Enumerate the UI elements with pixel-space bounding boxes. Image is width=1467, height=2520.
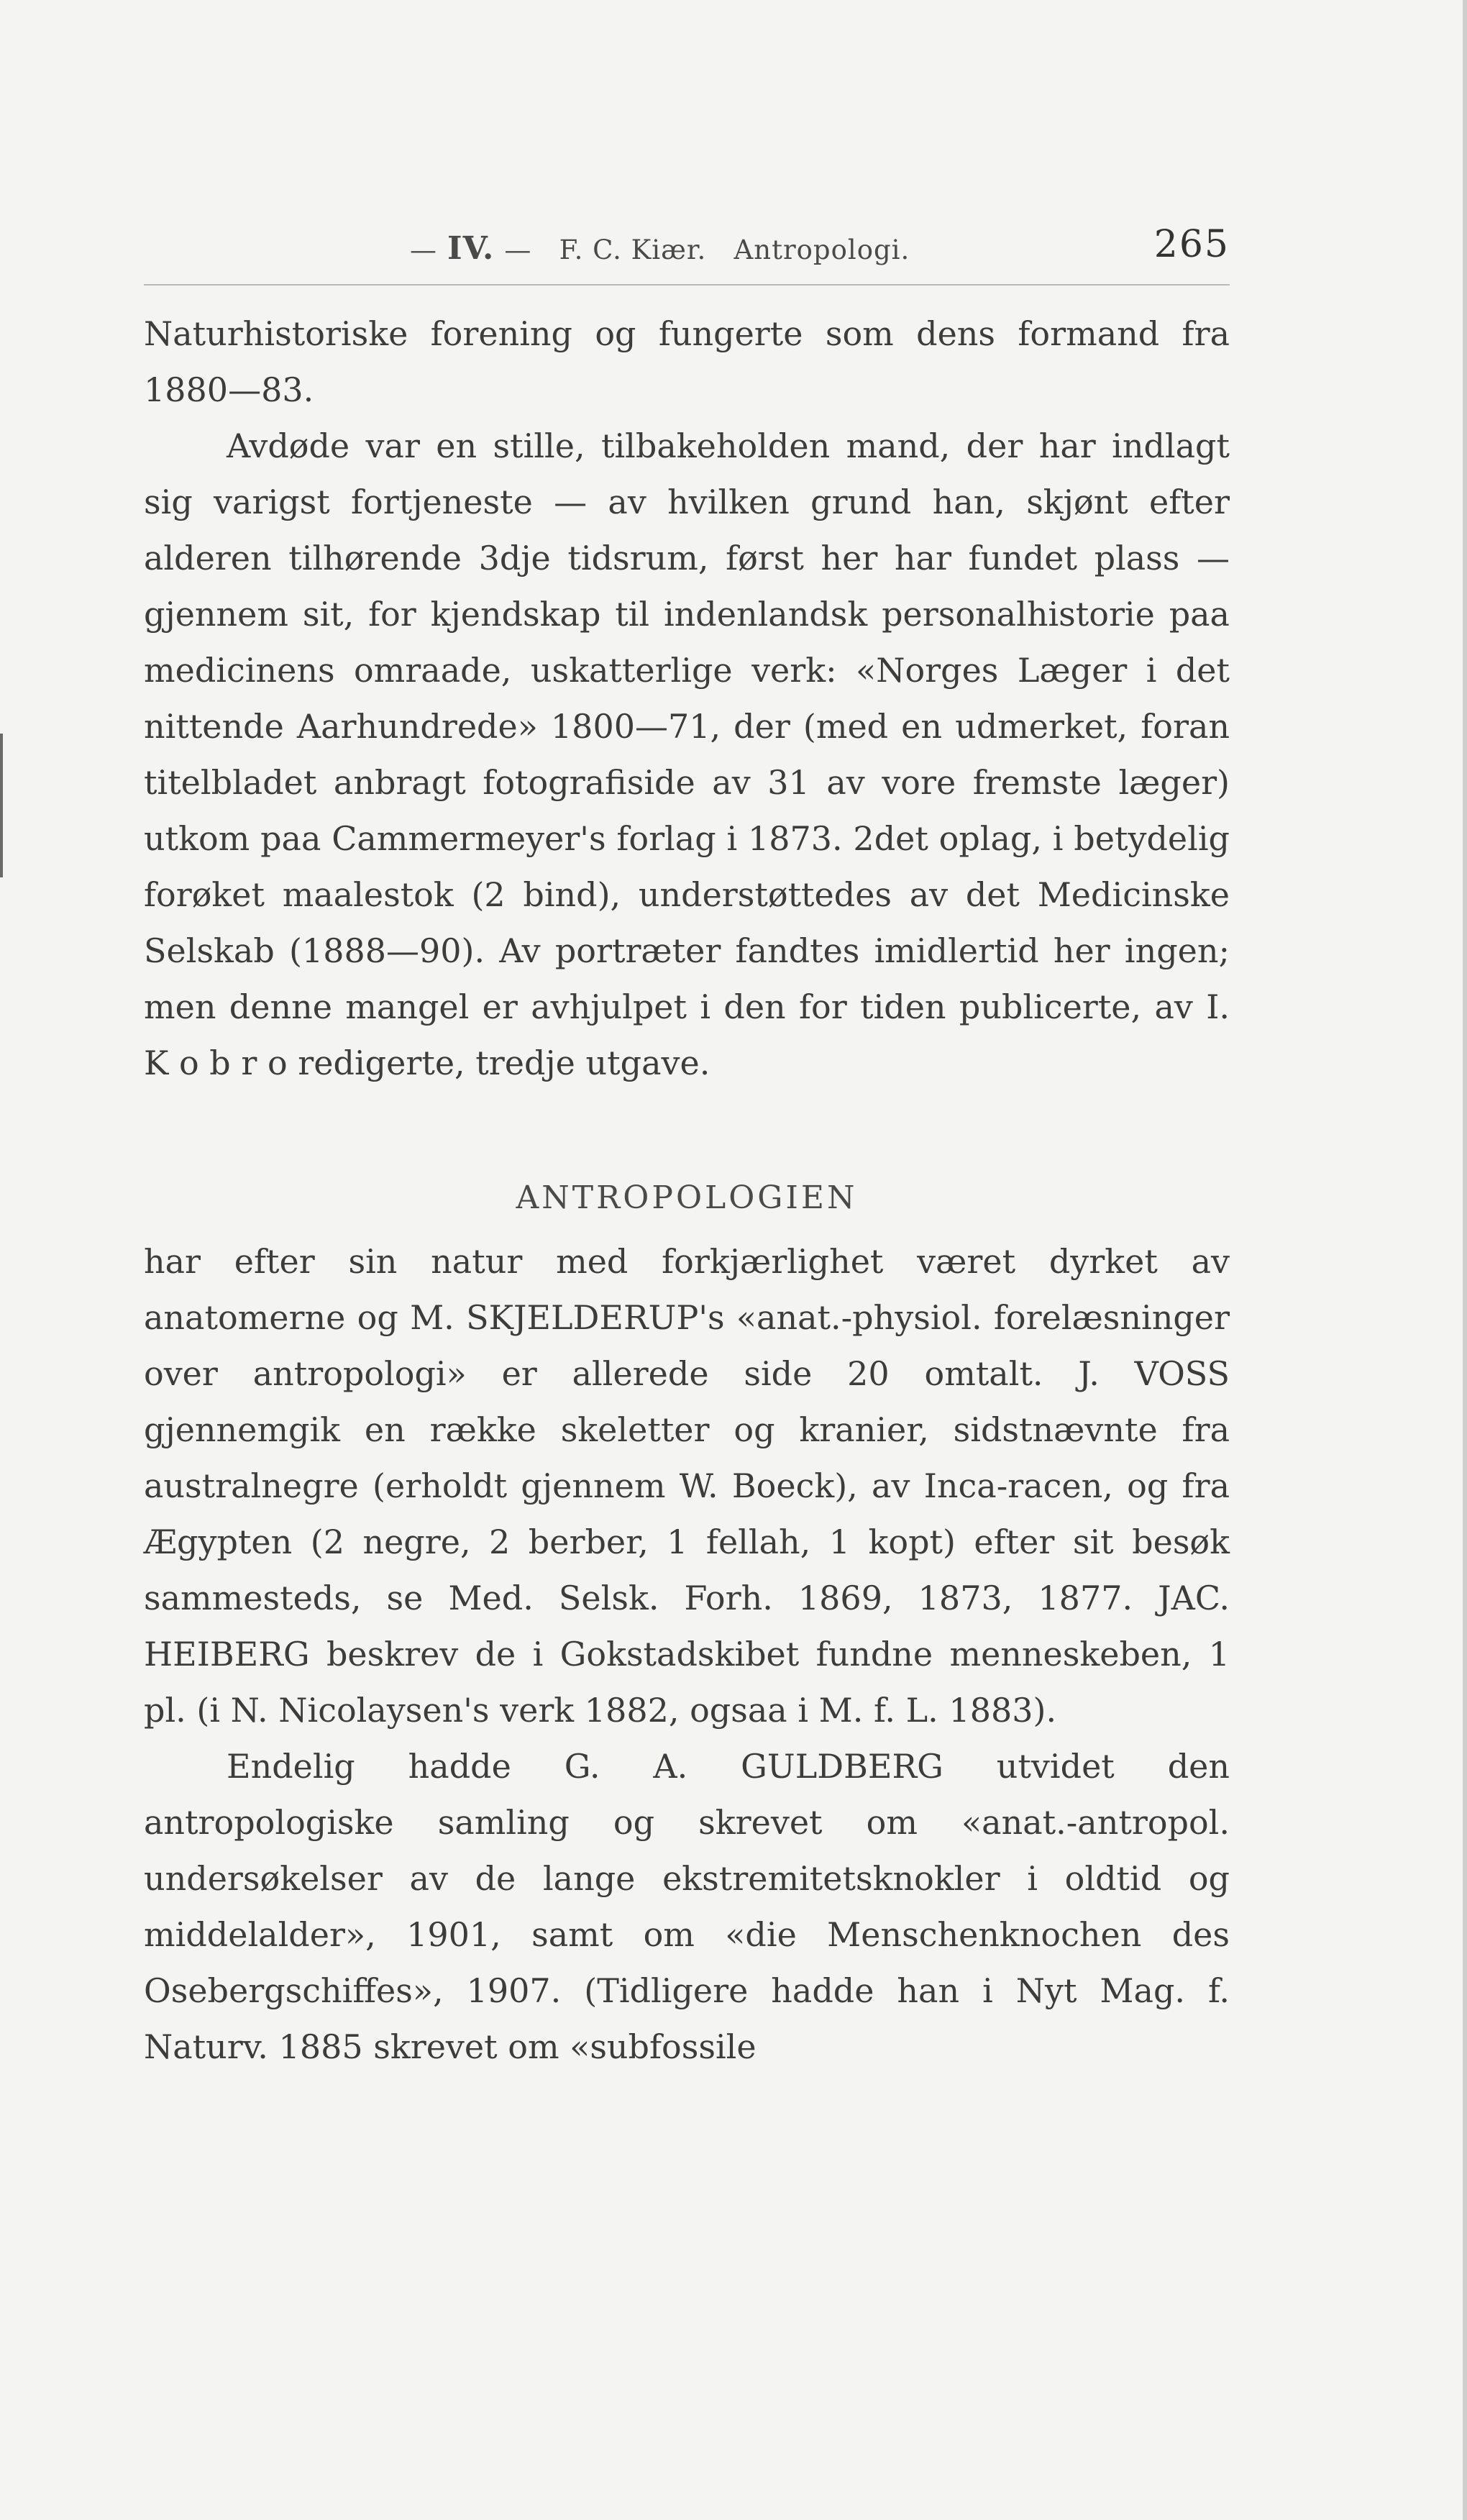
header-author: F. C. Kiær. <box>559 234 707 265</box>
page-number: 265 <box>1153 223 1230 266</box>
header-section: Antropologi. <box>734 234 910 265</box>
paragraph-3: har efter sin natur med forkjærlighet været dyrket av anatomerne og M. SKJELDERUP's «anat.-physiol. forelæsninger over antropologi» er allerede side 20 omtalt. J. VOSS gjennemgik en række skeletter og kranier, sidstnævnte fra australnegre (erholdt gjennem W. Boeck), av Inca-racen, og fra Ægypten (2 negre, 2 berber, 1 fellah, 1 kopt) efter sit besøk sammesteds, se Med. Selsk. Forh. 1869, 1873, 1877. JAC. HEIBERG beskrev de i Gokstadskibet fundne menneskeben, 1 pl. (i N. Nicolaysen's verk 1882, ogsaa i M. f. L. 1883). <box>144 1242 1230 1730</box>
running-header <box>144 223 1230 273</box>
body-text <box>144 306 1230 2075</box>
page-edge-shadow <box>1463 0 1467 2520</box>
chapter-number: IV. <box>447 230 495 267</box>
paragraph-1: Naturhistoriske forening og fungerte som dens formand fra 1880—83. <box>144 314 1230 409</box>
header-rule <box>144 284 1230 286</box>
header-dash-right: — <box>504 234 532 265</box>
binding-mark <box>0 734 3 877</box>
running-header-title <box>410 230 910 267</box>
paragraph-4: Endelig hadde G. A. GULDBERG utvidet den antropologiske samling og skrevet om «anat.-antropol. undersøkelser av de lange ekstremitetsknokler i oldtid og middelalder», 1901, samt om «die Menschenknochen des Osebergschiffes», 1907. (Tidligere hadde han i Nyt Mag. f. Naturv. 1885 skrevet om «subfossile <box>144 1747 1230 2066</box>
paragraph-2: Avdøde var en stille, tilbakeholden mand, der har indlagt sig varigst fortjeneste — av hvilken grund han, skjønt efter alderen tilhørende 3dje tidsrum, først her har fundet plass — gjennem sit, for kjendskap til indenlandsk personalhistorie paa medicinens omraade, uskatterlige verk: «Norges Læger i det nittende Aarhundrede» 1800—71, der (med en udmerket, foran titelbladet anbragt fotografiside av 31 av vore fremste læger) utkom paa Cammermeyer's forlag i 1873. 2det oplag, i betydelig forøket maalestok (2 bind), understøttedes av det Medicinske Selskab (1888—90). Av portræter fandtes imidlertid her ingen; men denne mangel er avhjulpet i den for tiden publicerte, av I. K o b r o redigerte, tredje utgave. <box>144 426 1230 1082</box>
header-dash-left: — <box>410 234 437 265</box>
section-heading: ANTROPOLOGIEN <box>516 1179 858 1216</box>
